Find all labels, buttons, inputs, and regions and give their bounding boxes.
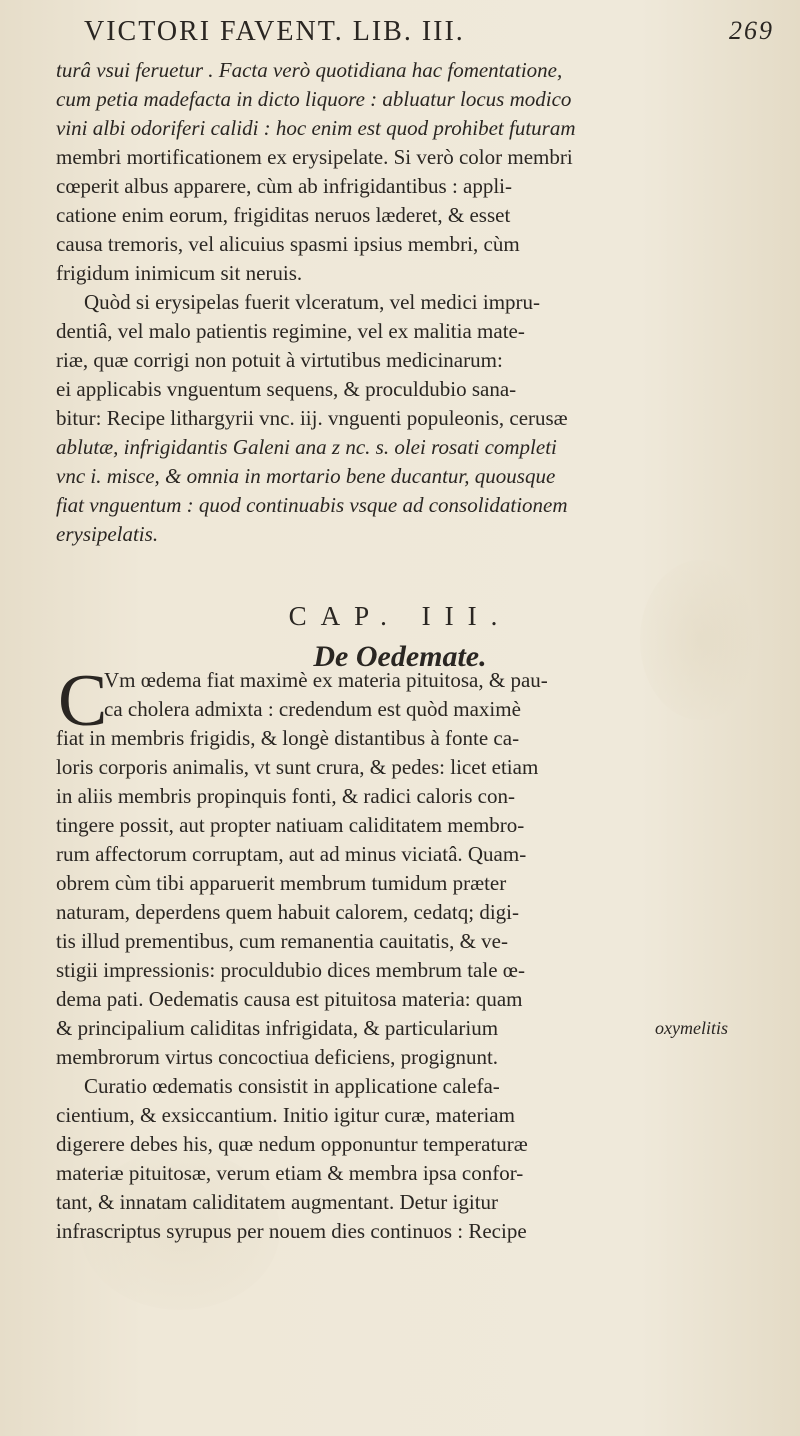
text-line: cientium, & exsiccantium. Initio igitur curæ, materiam: [56, 1103, 515, 1127]
page-number: 269: [729, 16, 774, 45]
text-line: fiat vnguentum : quod continuabis vsque ad consolidationem: [56, 493, 568, 517]
text-line: infrascriptus syrupus per nouem dies continuos : Recipe: [56, 1219, 527, 1243]
text-line: causa tremoris, vel alicuius spasmi ipsius membri, cùm: [56, 232, 520, 256]
catchword: oxymelitis: [655, 1018, 728, 1038]
text-line: Quòd si erysipelas fuerit vlceratum, vel medici impru-: [84, 290, 541, 314]
text-line: ca cholera admixta : credendum est quòd maximè: [104, 697, 521, 721]
text-block-bottom: [56, 660, 776, 1246]
text-line: dema pati. Oedematis causa est pituitosa materia: quam: [56, 987, 523, 1011]
text-line: catione enim eorum, frigiditas neruos læderet, & esset: [56, 203, 511, 227]
running-header: [84, 12, 774, 52]
text-block-top: [56, 56, 776, 549]
text-line: vnc i. misce, & omnia in mortario bene ducantur, quousque: [56, 464, 556, 488]
text-line: tis illud prementibus, cum remanentia cauitatis, & ve-: [56, 929, 508, 953]
chapter-heading: CAP. III.: [288, 601, 512, 631]
text-line: ablutæ, infrigidantis Galeni ana z nc. s. olei rosati completi: [56, 435, 557, 459]
text-line: membri mortificationem ex erysipelate. Si verò color membri: [56, 145, 573, 169]
text-line: naturam, deperdens quem habuit calorem, cedatq; digi-: [56, 900, 519, 924]
text-line: cœperit albus apparere, cùm ab infrigidantibus : appli-: [56, 174, 513, 198]
text-line: in aliis membris propinquis fonti, & radici caloris con-: [56, 784, 515, 808]
text-line: digerere debes his, quæ nedum opponuntur temperaturæ: [56, 1132, 528, 1156]
chapter-subtitle: De Oedemate.: [313, 640, 487, 673]
text-line: & principalium caliditas infrigidata, & particularium: [56, 1016, 499, 1040]
text-line: vini albi odoriferi calidi : hoc enim est quod prohibet futuram: [56, 116, 576, 140]
text-line: riæ, quæ corrigi non potuit à virtutibus medicinarum:: [56, 348, 503, 372]
text-line: materiæ pituitosæ, verum etiam & membra ipsa confor-: [56, 1161, 524, 1185]
text-line: ei applicabis vnguentum sequens, & proculdubio sana-: [56, 377, 517, 401]
text-line: fiat in membris frigidis, & longè distantibus à fonte ca-: [56, 726, 520, 750]
text-line: cum petia madefacta in dicto liquore : abluatur locus modico: [56, 87, 572, 111]
text-line: membrorum virtus concoctiua deficiens, progignunt.: [56, 1045, 499, 1069]
text-line: loris corporis animalis, vt sunt crura, & pedes: licet etiam: [56, 755, 539, 779]
text-line: obrem cùm tibi apparuerit membrum tumidum præter: [56, 871, 507, 895]
text-line: stigii impressionis: proculdubio dices membrum tale œ-: [56, 958, 525, 982]
drop-cap: C: [58, 660, 108, 742]
text-line: bitur: Recipe lithargyrii vnc. iij. vnguenti populeonis, cerusæ: [56, 406, 568, 430]
text-line: rum affectorum corruptam, aut ad minus viciatâ. Quam-: [56, 842, 527, 866]
text-line: frigidum inimicum sit neruis.: [56, 261, 303, 285]
text-line: turâ vsui feruetur . Facta verò quotidiana hac fomentatione,: [56, 58, 563, 82]
text-line: tingere possit, aut propter natiuam caliditatem membro-: [56, 813, 525, 837]
running-title: VICTORI FAVENT. LIB. III.: [84, 16, 465, 47]
text-line: erysipelatis.: [56, 522, 159, 546]
text-line: dentiâ, vel malo patientis regimine, vel ex malitia mate-: [56, 319, 525, 343]
text-line: tant, & innatam caliditatem augmentant. Detur igitur: [56, 1190, 499, 1214]
text-line: Vm œdema fiat maximè ex materia pituitosa, & pau-: [104, 668, 548, 692]
text-line: Curatio œdematis consistit in applicatione calefa-: [84, 1074, 500, 1098]
